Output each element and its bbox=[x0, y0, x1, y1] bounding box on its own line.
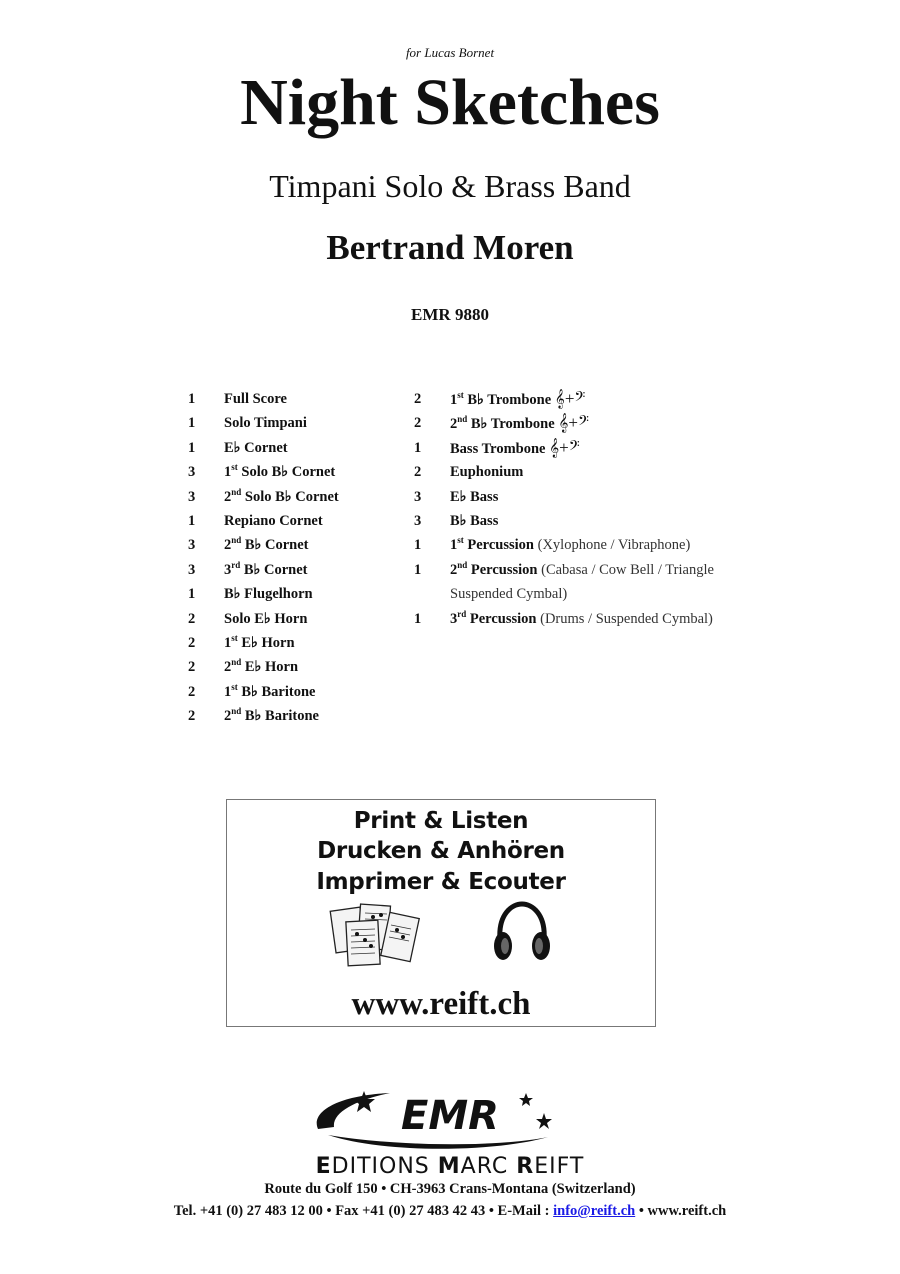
part-title: E♭ Bass bbox=[450, 488, 499, 505]
promo-line-english: Print & Listen bbox=[353, 808, 529, 834]
ordinal-suffix: nd bbox=[457, 414, 468, 425]
page-title: Night Sketches bbox=[240, 66, 660, 139]
part-name bbox=[224, 704, 319, 728]
part-label bbox=[224, 559, 308, 578]
part-name bbox=[224, 582, 313, 606]
part-title: Percussion bbox=[467, 561, 538, 578]
part-title: Repiano Cornet bbox=[224, 512, 323, 529]
promo-line-german: Drucken & Anhören bbox=[317, 838, 565, 864]
ordinal-suffix: st bbox=[231, 681, 238, 692]
part-label bbox=[450, 464, 523, 480]
ordinal-suffix: nd bbox=[231, 535, 242, 546]
part-name bbox=[450, 558, 714, 582]
ordinal-suffix: nd bbox=[231, 706, 242, 717]
part-ordinal: 1 bbox=[224, 464, 232, 481]
part-quantity: 3 bbox=[188, 488, 196, 505]
part-title: B♭ Cornet bbox=[240, 561, 308, 578]
part-quantity: 2 bbox=[188, 610, 196, 627]
part-quantity: 3 bbox=[188, 561, 196, 578]
part-quantity: 1 bbox=[414, 610, 422, 627]
part-quantity: 1 bbox=[188, 391, 196, 407]
part-name bbox=[224, 411, 307, 435]
part-title: Percussion bbox=[463, 537, 534, 554]
publisher-address: Route du Golf 150 • CH-3963 Crans-Montana (Switzerland) bbox=[264, 1181, 636, 1197]
subtitle: Timpani Solo & Brass Band bbox=[269, 168, 631, 204]
part-label bbox=[224, 464, 335, 480]
part-name bbox=[450, 436, 580, 461]
part-name bbox=[450, 387, 585, 412]
part-ordinal: 1 bbox=[450, 537, 458, 554]
part-name bbox=[450, 509, 498, 533]
ordinal-suffix: rd bbox=[457, 608, 467, 619]
part-ordinal: 1 bbox=[224, 683, 232, 700]
logo-text: EMR bbox=[401, 1093, 499, 1139]
part-name bbox=[224, 533, 309, 557]
part-name bbox=[224, 387, 287, 411]
part-quantity: 1 bbox=[414, 537, 422, 554]
part-label bbox=[450, 559, 538, 578]
part-title: Euphonium bbox=[450, 464, 524, 481]
part-quantity: 2 bbox=[188, 683, 196, 700]
part-title: E♭ Cornet bbox=[224, 439, 288, 456]
ordinal-suffix: st bbox=[231, 633, 238, 644]
part-ordinal: 1 bbox=[450, 392, 458, 408]
part-title: B♭ Bass bbox=[450, 512, 499, 529]
part-title: B♭ Baritone bbox=[237, 683, 316, 700]
part-name bbox=[224, 509, 323, 533]
part-name bbox=[224, 680, 315, 704]
composer-name: Bertrand Moren bbox=[326, 228, 574, 267]
part-name bbox=[224, 460, 335, 484]
part-label bbox=[224, 708, 319, 724]
part-name bbox=[224, 485, 339, 509]
part-title: B♭ Baritone bbox=[241, 708, 319, 725]
part-quantity: 2 bbox=[188, 659, 196, 676]
part-description-continued: Suspended Cymbal) bbox=[450, 586, 568, 603]
ordinal-suffix: nd bbox=[231, 486, 242, 497]
part-ordinal: 3 bbox=[224, 561, 232, 578]
ordinal-suffix: st bbox=[457, 390, 464, 401]
part-quantity: 1 bbox=[188, 512, 196, 529]
part-label bbox=[450, 489, 498, 505]
part-ordinal: 2 bbox=[224, 488, 232, 505]
treble-bass-clef-icon: 𝄞+𝄢 bbox=[558, 413, 589, 433]
part-name bbox=[450, 582, 567, 606]
part-label bbox=[450, 389, 586, 408]
part-quantity: 3 bbox=[414, 512, 422, 529]
publisher-name-part: E bbox=[315, 1154, 332, 1179]
part-label bbox=[224, 635, 295, 651]
part-title: Bass Trombone bbox=[450, 440, 546, 457]
part-label bbox=[224, 440, 288, 456]
part-title: Solo B♭ Cornet bbox=[237, 464, 336, 481]
part-title: B♭ Trombone bbox=[463, 392, 552, 408]
part-ordinal: 1 bbox=[224, 634, 232, 651]
emr-logo-icon bbox=[300, 1085, 600, 1155]
promo-line-french: Imprimer & Ecouter bbox=[316, 869, 566, 895]
part-title: E♭ Horn bbox=[237, 634, 295, 651]
part-name bbox=[224, 607, 307, 631]
part-label bbox=[224, 486, 339, 505]
part-name bbox=[450, 607, 713, 631]
part-name bbox=[224, 436, 288, 460]
part-name bbox=[450, 460, 523, 484]
part-label bbox=[450, 608, 537, 627]
part-title: Solo B♭ Cornet bbox=[241, 488, 339, 505]
ordinal-suffix: st bbox=[231, 462, 238, 473]
part-title: B♭ Trombone bbox=[467, 416, 555, 433]
part-label bbox=[450, 537, 534, 553]
part-quantity: 2 bbox=[188, 634, 196, 651]
part-quantity: 1 bbox=[188, 439, 196, 456]
part-title: E♭ Horn bbox=[241, 659, 299, 676]
part-title: Full Score bbox=[224, 391, 287, 407]
treble-bass-clef-icon: 𝄞+𝄢 bbox=[549, 437, 580, 457]
part-name bbox=[224, 655, 298, 679]
ordinal-suffix: nd bbox=[231, 657, 242, 668]
ordinal-suffix: nd bbox=[457, 559, 468, 570]
part-quantity: 3 bbox=[188, 537, 196, 554]
part-name bbox=[450, 533, 690, 557]
contact-website: • www.reift.ch bbox=[635, 1203, 727, 1219]
part-quantity: 3 bbox=[188, 464, 196, 481]
part-ordinal: 2 bbox=[224, 537, 232, 554]
part-quantity: 2 bbox=[414, 391, 422, 407]
part-label bbox=[450, 413, 589, 433]
part-name bbox=[450, 485, 498, 509]
part-label bbox=[224, 586, 313, 602]
publisher-name bbox=[0, 1154, 900, 1179]
part-label bbox=[224, 537, 309, 553]
publisher-name-part: DITIONS bbox=[331, 1154, 438, 1179]
part-quantity: 1 bbox=[188, 586, 196, 603]
email-link[interactable]: info@reift.ch bbox=[553, 1203, 636, 1219]
part-quantity: 1 bbox=[414, 439, 422, 456]
part-name bbox=[224, 631, 295, 655]
part-label bbox=[224, 611, 307, 627]
publisher-name-part: ARC bbox=[460, 1154, 517, 1179]
sheet-music-icon bbox=[329, 903, 421, 969]
part-quantity: 2 bbox=[188, 708, 196, 725]
part-title: Solo Timpani bbox=[224, 415, 307, 432]
part-description: (Xylophone / Vibraphone) bbox=[533, 537, 691, 554]
part-label bbox=[224, 391, 287, 407]
part-ordinal: 2 bbox=[224, 659, 232, 676]
part-ordinal: 3 bbox=[450, 610, 458, 627]
promo-website: www.reift.ch bbox=[351, 986, 531, 1022]
ordinal-suffix: rd bbox=[231, 559, 241, 570]
part-label bbox=[450, 513, 498, 529]
contact-phone-fax: Tel. +41 (0) 27 483 12 00 • Fax +41 (0) 27 483 42 43 • E-Mail : bbox=[173, 1203, 554, 1219]
part-label bbox=[224, 659, 298, 675]
part-name bbox=[224, 558, 308, 582]
part-description: (Drums / Suspended Cymbal) bbox=[536, 610, 713, 627]
part-label bbox=[450, 437, 580, 457]
part-quantity: 3 bbox=[414, 488, 422, 505]
part-title: B♭ Cornet bbox=[241, 537, 309, 554]
part-quantity: 1 bbox=[188, 415, 196, 432]
part-label bbox=[224, 681, 316, 700]
part-title: Percussion bbox=[466, 610, 537, 627]
part-label bbox=[224, 415, 307, 431]
catalog-number: EMR 9880 bbox=[411, 305, 489, 324]
part-title: B♭ Flugelhorn bbox=[224, 586, 313, 603]
part-label bbox=[224, 513, 323, 529]
part-name bbox=[450, 411, 589, 436]
publisher-name-part: EIFT bbox=[534, 1154, 585, 1179]
publisher-name-part: R bbox=[516, 1154, 535, 1179]
part-description: (Cabasa / Cow Bell / Triangle bbox=[537, 561, 714, 578]
headphones-icon bbox=[492, 900, 552, 966]
part-quantity: 2 bbox=[414, 464, 422, 481]
part-ordinal: 2 bbox=[450, 416, 458, 433]
publisher-name-part: M bbox=[437, 1154, 461, 1179]
part-title: Solo E♭ Horn bbox=[224, 610, 308, 627]
ordinal-suffix: st bbox=[457, 535, 464, 546]
dedication: for Lucas Bornet bbox=[405, 45, 495, 60]
treble-bass-clef-icon: 𝄞+𝄢 bbox=[554, 389, 586, 408]
print-and-listen-box bbox=[226, 799, 656, 1027]
part-ordinal: 2 bbox=[450, 561, 458, 578]
part-quantity: 1 bbox=[414, 561, 422, 578]
publisher-contact bbox=[0, 1203, 900, 1220]
part-quantity: 2 bbox=[414, 415, 422, 432]
part-ordinal: 2 bbox=[224, 708, 232, 725]
